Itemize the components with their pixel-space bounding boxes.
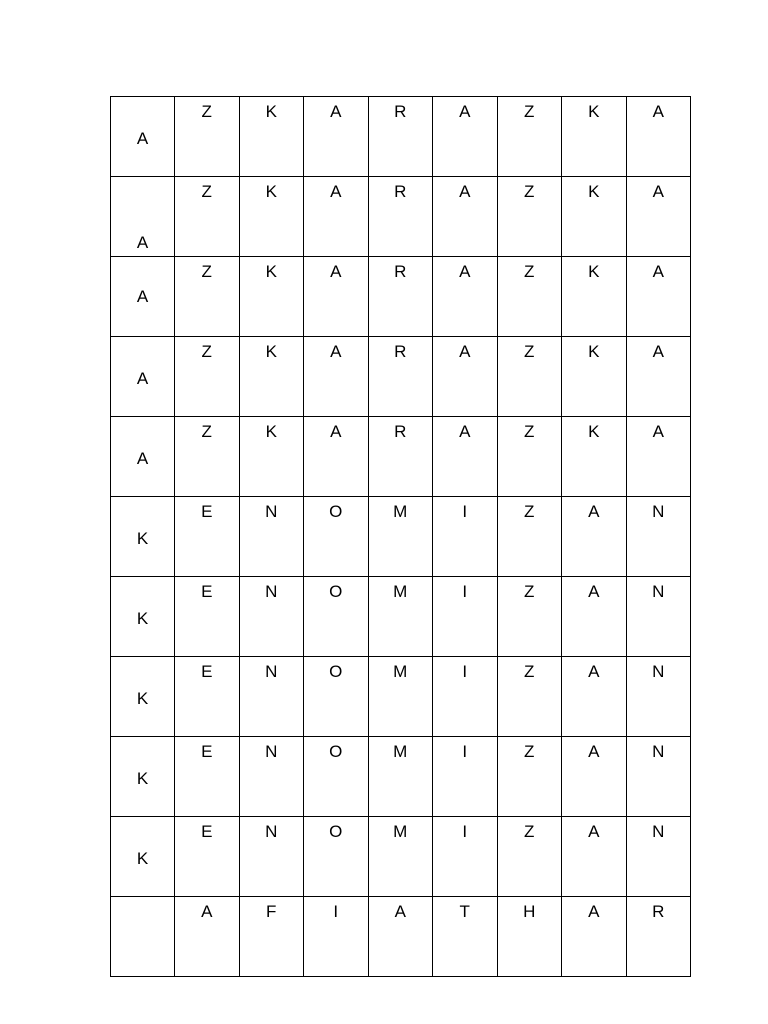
- letter-cell: N: [626, 577, 691, 657]
- row-label-cell: K: [111, 737, 175, 817]
- letter-cell: K: [562, 417, 627, 497]
- letter-cell: A: [626, 97, 691, 177]
- grid-row: [111, 737, 691, 817]
- letter-cell: N: [239, 577, 304, 657]
- grid-row: [111, 257, 691, 337]
- letter-cell: N: [239, 737, 304, 817]
- letter-cell: A: [304, 97, 369, 177]
- letter-cell: Z: [497, 737, 562, 817]
- letter-cell: E: [175, 817, 240, 897]
- letter-cell: O: [304, 577, 369, 657]
- letter-cell: N: [626, 817, 691, 897]
- letter-cell: Z: [497, 497, 562, 577]
- letter-cell: N: [239, 657, 304, 737]
- letter-cell: Z: [175, 97, 240, 177]
- row-label-cell: K: [111, 577, 175, 657]
- letter-cell: K: [562, 257, 627, 337]
- letter-cell: E: [175, 497, 240, 577]
- letter-cell: N: [626, 737, 691, 817]
- letter-cell: K: [562, 97, 627, 177]
- letter-cell: N: [239, 817, 304, 897]
- letter-cell: E: [175, 657, 240, 737]
- letter-cell: I: [433, 737, 498, 817]
- letter-cell: A: [626, 257, 691, 337]
- grid-row: [111, 897, 691, 977]
- letter-cell: E: [175, 577, 240, 657]
- letter-cell: K: [239, 97, 304, 177]
- letter-cell: A: [433, 337, 498, 417]
- grid-row: [111, 817, 691, 897]
- letter-cell: T: [433, 897, 498, 977]
- letter-cell: A: [626, 177, 691, 257]
- letter-cell: I: [433, 657, 498, 737]
- letter-cell: M: [368, 737, 433, 817]
- letter-cell: Z: [497, 337, 562, 417]
- letter-cell: E: [175, 737, 240, 817]
- letter-cell: O: [304, 817, 369, 897]
- letter-cell: I: [433, 497, 498, 577]
- row-label-cell: K: [111, 817, 175, 897]
- letter-cell: Z: [497, 817, 562, 897]
- letter-grid-body: [111, 97, 691, 977]
- letter-cell: A: [175, 897, 240, 977]
- letter-cell: A: [304, 337, 369, 417]
- grid-row: [111, 177, 691, 257]
- letter-cell: K: [239, 177, 304, 257]
- letter-cell: I: [433, 577, 498, 657]
- letter-cell: M: [368, 577, 433, 657]
- letter-cell: M: [368, 497, 433, 577]
- grid-row: [111, 97, 691, 177]
- letter-cell: M: [368, 817, 433, 897]
- letter-cell: A: [368, 897, 433, 977]
- letter-cell: R: [368, 177, 433, 257]
- row-label-cell: A: [111, 417, 175, 497]
- letter-cell: R: [368, 257, 433, 337]
- letter-cell: A: [433, 257, 498, 337]
- row-label-cell: A: [111, 257, 175, 337]
- grid-row: [111, 657, 691, 737]
- letter-cell: R: [626, 897, 691, 977]
- letter-cell: K: [239, 337, 304, 417]
- row-label-cell: A: [111, 337, 175, 417]
- row-label-cell: K: [111, 497, 175, 577]
- row-label-cell: [111, 897, 175, 977]
- letter-cell: Z: [497, 97, 562, 177]
- letter-cell: F: [239, 897, 304, 977]
- letter-cell: A: [433, 177, 498, 257]
- grid-row: [111, 577, 691, 657]
- letter-cell: R: [368, 337, 433, 417]
- letter-cell: A: [562, 497, 627, 577]
- letter-cell: A: [304, 177, 369, 257]
- letter-cell: A: [304, 257, 369, 337]
- grid-row: [111, 337, 691, 417]
- letter-cell: N: [626, 497, 691, 577]
- letter-cell: I: [433, 817, 498, 897]
- letter-cell: N: [239, 497, 304, 577]
- letter-cell: K: [562, 177, 627, 257]
- letter-grid-table: [110, 96, 691, 977]
- letter-cell: R: [368, 417, 433, 497]
- letter-cell: A: [433, 417, 498, 497]
- letter-cell: A: [626, 337, 691, 417]
- letter-cell: O: [304, 737, 369, 817]
- letter-cell: A: [562, 817, 627, 897]
- letter-cell: N: [626, 657, 691, 737]
- row-label-cell: A: [111, 177, 175, 257]
- letter-cell: A: [562, 897, 627, 977]
- letter-cell: Z: [497, 257, 562, 337]
- letter-cell: A: [304, 417, 369, 497]
- letter-cell: A: [433, 97, 498, 177]
- letter-cell: A: [626, 417, 691, 497]
- letter-cell: K: [562, 337, 627, 417]
- letter-cell: A: [562, 577, 627, 657]
- row-label-cell: K: [111, 657, 175, 737]
- letter-cell: Z: [497, 657, 562, 737]
- letter-cell: K: [239, 257, 304, 337]
- letter-cell: Z: [175, 337, 240, 417]
- letter-cell: O: [304, 497, 369, 577]
- letter-cell: Z: [497, 177, 562, 257]
- letter-cell: Z: [497, 577, 562, 657]
- letter-cell: O: [304, 657, 369, 737]
- letter-cell: Z: [175, 257, 240, 337]
- letter-cell: Z: [175, 177, 240, 257]
- letter-cell: H: [497, 897, 562, 977]
- letter-cell: I: [304, 897, 369, 977]
- letter-cell: Z: [497, 417, 562, 497]
- letter-cell: M: [368, 657, 433, 737]
- letter-cell: R: [368, 97, 433, 177]
- letter-cell: K: [239, 417, 304, 497]
- row-label-cell: A: [111, 97, 175, 177]
- grid-row: [111, 417, 691, 497]
- grid-row: [111, 497, 691, 577]
- letter-cell: Z: [175, 417, 240, 497]
- letter-cell: A: [562, 657, 627, 737]
- letter-cell: A: [562, 737, 627, 817]
